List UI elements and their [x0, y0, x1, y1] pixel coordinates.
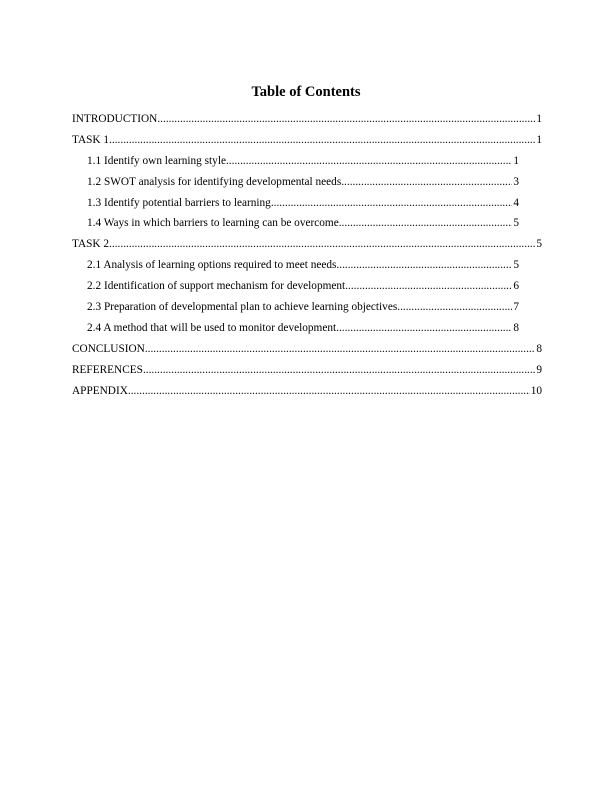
- toc-dot-leader: [341, 176, 512, 188]
- toc-dot-leader: [157, 113, 535, 125]
- toc-entry-label: 1.4 Ways in which barriers to learning can be overcome: [87, 217, 339, 230]
- toc-entry[interactable]: [72, 217, 519, 238]
- toc-entry[interactable]: [72, 134, 542, 155]
- toc-entry[interactable]: [72, 176, 519, 197]
- toc-dot-leader: [336, 322, 512, 334]
- toc-dot-leader: [336, 259, 512, 271]
- toc-dot-leader: [128, 385, 530, 397]
- toc-dot-leader: [271, 197, 513, 209]
- toc-entry-page-number: 5: [536, 238, 542, 251]
- toc-dot-leader: [397, 301, 512, 313]
- toc-entry[interactable]: [72, 197, 519, 218]
- toc-entry-page-number: 8: [513, 321, 519, 334]
- toc-entry[interactable]: [72, 301, 519, 322]
- toc-entry-label: CONCLUSION: [72, 342, 145, 355]
- toc-dot-leader: [143, 364, 535, 376]
- toc-entry-label: 2.2 Identification of support mechanism for development: [87, 280, 346, 293]
- toc-dot-leader: [109, 238, 535, 250]
- toc-entry[interactable]: [72, 113, 542, 134]
- toc-entry-page-number: 1: [536, 133, 542, 146]
- toc-entry-page-number: 4: [513, 196, 519, 209]
- toc-entry-label: 1.2 SWOT analysis for identifying developmental needs: [87, 175, 342, 188]
- toc-entry-page-number: 5: [513, 217, 519, 230]
- toc-list: [72, 113, 542, 405]
- toc-entry-label: REFERENCES: [72, 363, 143, 376]
- toc-entry[interactable]: [72, 322, 519, 343]
- toc-entry-label: TASK 1: [72, 133, 110, 146]
- toc-entry[interactable]: [72, 238, 542, 259]
- toc-entry-page-number: 8: [536, 342, 542, 355]
- toc-entry-page-number: 6: [513, 280, 519, 293]
- toc-entry-label: 2.4 A method that will be used to monitor development: [87, 321, 337, 334]
- toc-entry[interactable]: [72, 364, 542, 385]
- toc-entry-page-number: 5: [513, 259, 519, 272]
- toc-entry[interactable]: [72, 155, 519, 176]
- toc-entry-label: APPENDIX: [72, 384, 128, 397]
- toc-entry-page-number: 1: [536, 113, 542, 125]
- toc-entry-page-number: 7: [513, 301, 519, 314]
- toc-entry-page-number: 10: [530, 384, 542, 397]
- toc-title: Table of Contents: [251, 84, 361, 100]
- toc-entry-label: 2.3 Preparation of developmental plan to achieve learning objectives: [87, 301, 398, 314]
- toc-entry-page-number: 3: [513, 175, 519, 188]
- toc-dot-leader: [226, 155, 512, 167]
- toc-entry-label: TASK 2: [72, 238, 110, 251]
- toc-entry[interactable]: [72, 385, 542, 406]
- toc-dot-leader: [339, 217, 513, 229]
- toc-entry-label: INTRODUCTION: [72, 113, 158, 125]
- toc-dot-leader: [109, 134, 535, 146]
- toc-entry-page-number: 1: [513, 154, 519, 167]
- toc-entry-label: 1.3 Identify potential barriers to learning: [87, 196, 271, 209]
- toc-entry-page-number: 9: [536, 363, 542, 376]
- toc-entry[interactable]: [72, 280, 519, 301]
- toc-entry-label: 1.1 Identify own learning style: [87, 154, 226, 167]
- toc-dot-leader: [345, 280, 512, 292]
- toc-entry[interactable]: [72, 259, 519, 280]
- toc-dot-leader: [145, 343, 536, 355]
- toc-entry-label: 2.1 Analysis of learning options required to meet needs: [87, 259, 337, 272]
- toc-entry[interactable]: [72, 343, 542, 364]
